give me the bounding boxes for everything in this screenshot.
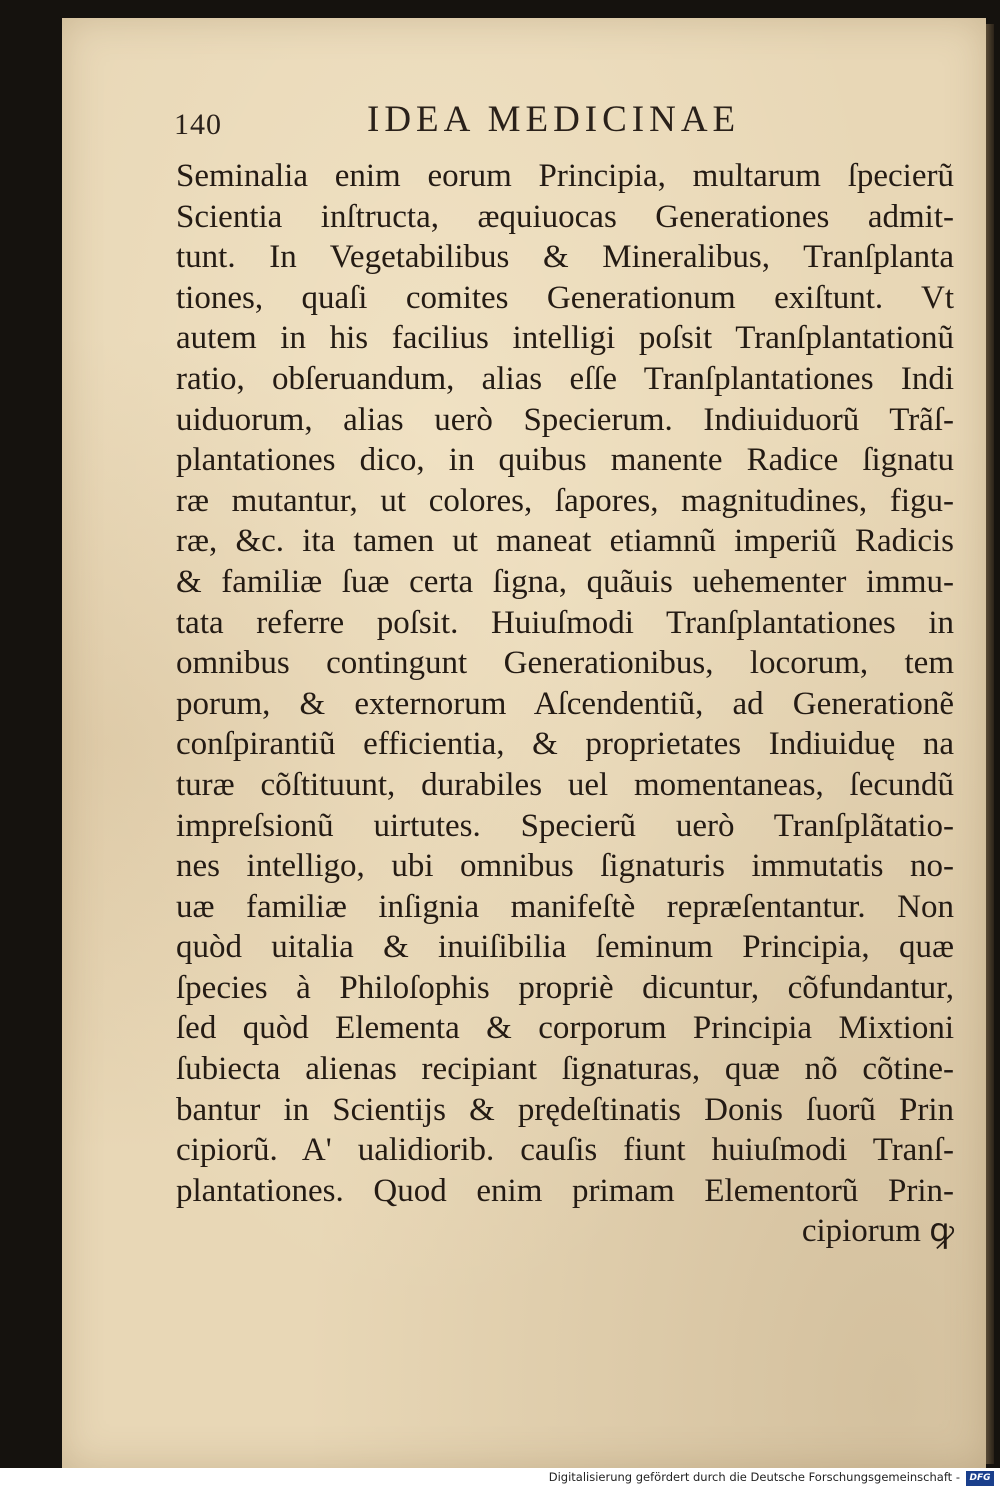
funding-credit: Digitalisierung gefördert durch die Deutsche Forschungsgemeinschaft - — [548, 1470, 960, 1484]
text-line: tiones, quaſi comites Generationum exiſtunt. Vt — [176, 279, 954, 316]
text-line: omnibus contingunt Generationibus, locorum, tem — [176, 645, 954, 682]
text-line: uæ familiæ inſignia manifeſtè repræſentantur. Non — [176, 888, 954, 925]
text-line: ſed quòd Elementa & corporum Principia Mixtioni — [176, 1010, 954, 1047]
catchword: cipiorum ꝙ — [801, 1213, 954, 1250]
page-header — [112, 98, 812, 150]
text-line: bantur in Scientijs & prędeſtinatis Donis ſuorũ Prin — [176, 1091, 954, 1128]
text-line: autem in his facilius intelligi poſsit Tranſplantationũ — [176, 320, 954, 357]
text-line: impreſsionũ uirtutes. Specierũ uerò Tranſplãtatio- — [176, 807, 954, 844]
text-line: ratio, obſeruandum, alias eſſe Tranſplantationes Indi — [176, 360, 954, 397]
text-line: & familiæ ſuæ certa ſigna, quãuis uehementer immu- — [176, 563, 954, 600]
text-line: cipiorũ. A' ualidiorib. cauſis fiunt huiuſmodi Tranſ- — [176, 1132, 954, 1169]
text-line: ſubiecta alienas recipiant ſignaturas, quæ nõ cõtine- — [176, 1051, 954, 1088]
text-line: ſpecies à Philoſophis propriè dicuntur, cõfundantur, — [176, 969, 954, 1006]
text-line: Seminalia enim eorum Principia, multarum ſpecierũ — [176, 158, 954, 194]
text-line: ræ, &c. ita tamen ut maneat etiamnũ imperiũ Radicis — [176, 523, 954, 560]
text-line: ræ mutantur, ut colores, ſapores, magnitudines, figu- — [176, 482, 954, 519]
text-line: plantationes dico, in quibus manente Radice ſignatu — [176, 442, 954, 479]
text-line: turæ cõſtituunt, durabiles uel momentaneas, ſecundũ — [176, 766, 954, 803]
dfg-logo: DFG — [966, 1471, 994, 1486]
text-line: quòd uitalia & inuiſibilia ſeminum Principia, quæ — [176, 929, 954, 966]
text-line: tata referre poſsit. Huiuſmodi Tranſplantationes in — [176, 604, 954, 641]
footer-bar — [0, 1468, 1000, 1490]
text-line: uiduorum, alias uerò Specierum. Indiuiduorũ Trãſ- — [176, 401, 954, 438]
text-line: conſpirantiũ efficientia, & proprietates Indiuiduę na — [176, 726, 954, 763]
running-title: IDEA MEDICINAE — [367, 99, 741, 140]
text-line: nes intelligo, ubi omnibus ſignaturis immutatis no- — [176, 848, 954, 885]
text-line: Scientia inſtructa, æquiuocas Generationes admit- — [176, 198, 954, 235]
body-text — [176, 156, 966, 1252]
text-line: plantationes. Quod enim primam Elementorũ Prin- — [176, 1172, 954, 1209]
text-line: porum, & externorum Aſcendentiũ, ad Generationẽ — [176, 685, 954, 722]
text-line: tunt. In Vegetabilibus & Mineralibus, Tranſplanta — [176, 239, 954, 276]
page-number: 140 — [174, 108, 222, 141]
